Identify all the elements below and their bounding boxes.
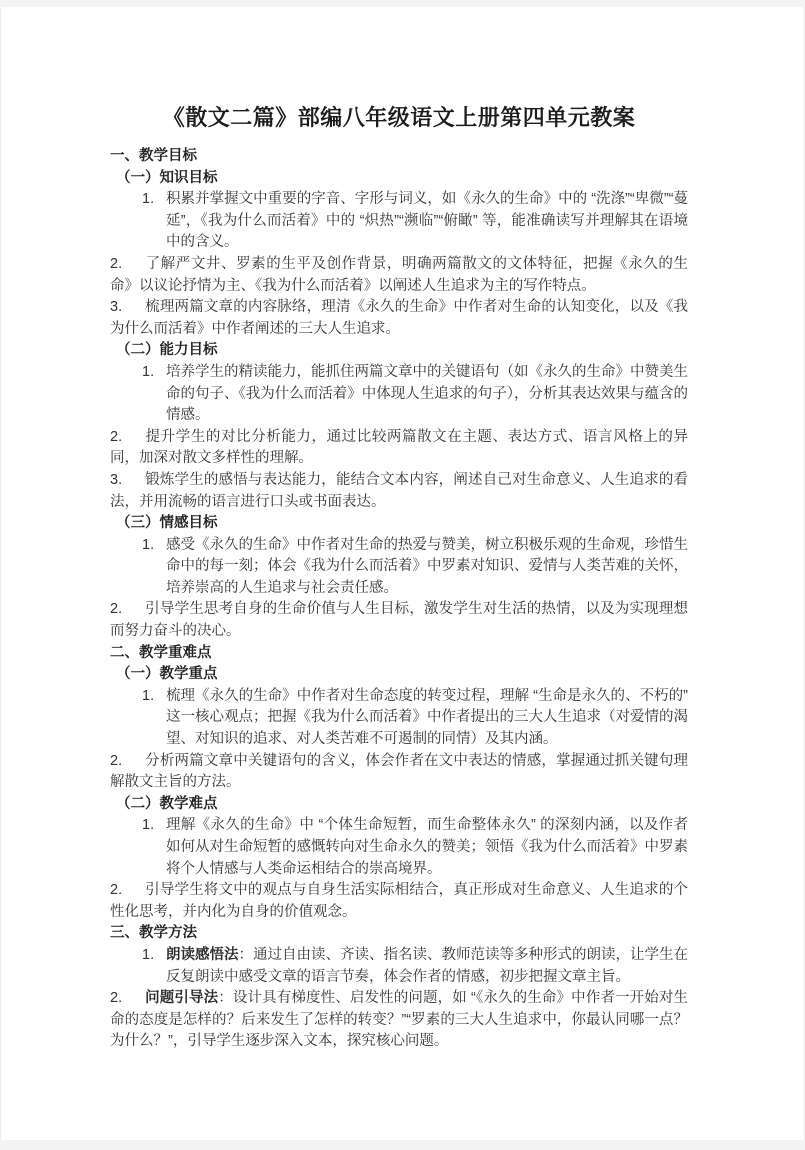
subsection-heading: （一）知识目标 [116,169,218,186]
paragraph: 2. 提升学生的对比分析能力，通过比较两篇散文在主题、表达方式、语言风格上的异同，加深对散文多样性的理解。 [110,428,688,467]
paragraph: 3. 锻炼学生的感悟与表达能力，能结合文本内容，阐述自己对生命意义、人生追求的看法，并用流畅的语言进行口头或书面表达。 [110,471,688,510]
list-number: 2. [110,428,123,445]
method-name: 朗读感悟法 [166,946,239,963]
document-body [110,146,688,1053]
list-number: 1. [142,191,155,208]
list-item: 1. 朗读感悟法：通过自由读、齐读、指名读、教师范读等多种形式的朗读，让学生在反复朗读中感受文章的语言节奏，体会作者的情感，初步把握文章主旨。 [142,946,688,985]
subsection-heading: （三）情感目标 [116,515,218,532]
subsection-heading: （二）教学难点 [116,795,218,812]
subsection-heading: （一）教学重点 [116,666,218,683]
list-number: 3. [110,471,123,488]
subsection-heading: （二）能力目标 [116,342,218,359]
document-title: 《散文二篇》部编八年级语文上册第四单元教案 [162,105,636,130]
list-number: 1. [142,363,155,380]
list-item: 1. 理解《永久的生命》中 “个体生命短暂，而生命整体永久” 的深刻内涵，以及作者如何从对生命短暂的感慨转向对生命永久的赞美；领悟《我为什么而活着》中罗素将个人情感与人类命运相结合的崇高境界。 [142,817,688,877]
list-number: 2. [110,990,123,1007]
method-name: 问题引导法 [145,990,219,1007]
paragraph: 2. 引导学生将文中的观点与自身生活实际相结合，真正形成对生命意义、人生追求的个性化思考，并内化为自身的价值观念。 [110,882,688,920]
list-number: 3. [110,299,123,316]
list-number: 1. [142,946,155,963]
list-item: 1. 梳理《永久的生命》中作者对生命态度的转变过程，理解 “生命是永久的、不朽的” 这一核心观点；把握《我为什么而活着》中作者提出的三大人生追求（对爱情的渴望、对知识的追求、对人类苦难不可遏制的同情）及其内涵。 [142,687,688,748]
list-number: 1. [142,687,155,704]
paragraph: 2. 了解严文井、罗素的生平及创作背景，明确两篇散文的文体特征，把握《永久的生命》以议论抒情为主、《我为什么而活着》以阐述人生追求为主的写作特点。 [110,255,688,294]
list-number: 2. [110,752,123,769]
list-number: 2. [110,255,123,272]
paragraph: 3. 梳理两篇文章的内容脉络，理清《永久的生命》中作者对生命的认知变化，以及《我为什么而活着》中作者阐述的三大人生追求。 [110,299,688,337]
list-number: 2. [110,882,123,899]
paragraph: 2. 分析两篇文章中关键语句的含义，体会作者在文中表达的情感，掌握通过抓关键句理解散文主旨的方法。 [110,752,688,791]
list-number: 1. [142,817,155,834]
list-number: 2. [110,601,123,618]
list-item: 1. 培养学生的精读能力，能抓住两篇文章中的关键语句（如《永久的生命》中赞美生命的句子、《我为什么而活着》中体现人生追求的句子），分析其表达效果与蕴含的情感。 [142,363,688,424]
list-number: 1. [142,536,155,553]
section-heading: 二、教学重难点 [110,644,212,661]
paragraph: 2. 引导学生思考自身的生命价值与人生目标，激发学生对生活的热情，以及为实现理想而努力奋斗的决心。 [110,601,688,640]
section-heading: 三、教学方法 [110,925,197,942]
paragraph: 2. 问题引导法：设计具有梯度性、启发性的问题，如 “《永久的生命》中作者一开始对生命的态度是怎样的？后来发生了怎样的转变？”“罗素的三大人生追求中，你最认同哪一点？为什么？”，引导学生逐步深入文本，探究核心问题。 [110,990,689,1050]
document-page [0,7,805,1140]
list-item: 1. 积累并掌握文中重要的字音、字形与词义，如《永久的生命》中的 “洗涤”“卑微”“蔓延”，《我为什么而活着》中的 “炽热”“濒临”“俯瞰” 等，能准确读写并理解其在语境中的含义。 [142,191,688,251]
section-heading: 一、教学目标 [110,148,197,164]
list-item: 1. 感受《永久的生命》中作者对生命的热爱与赞美，树立积极乐观的生命观，珍惜生命中的每一刻；体会《我为什么而活着》中罗素对知识、爱情与人类苦难的关怀，培养崇高的人生追求与社会责任感。 [142,536,688,596]
